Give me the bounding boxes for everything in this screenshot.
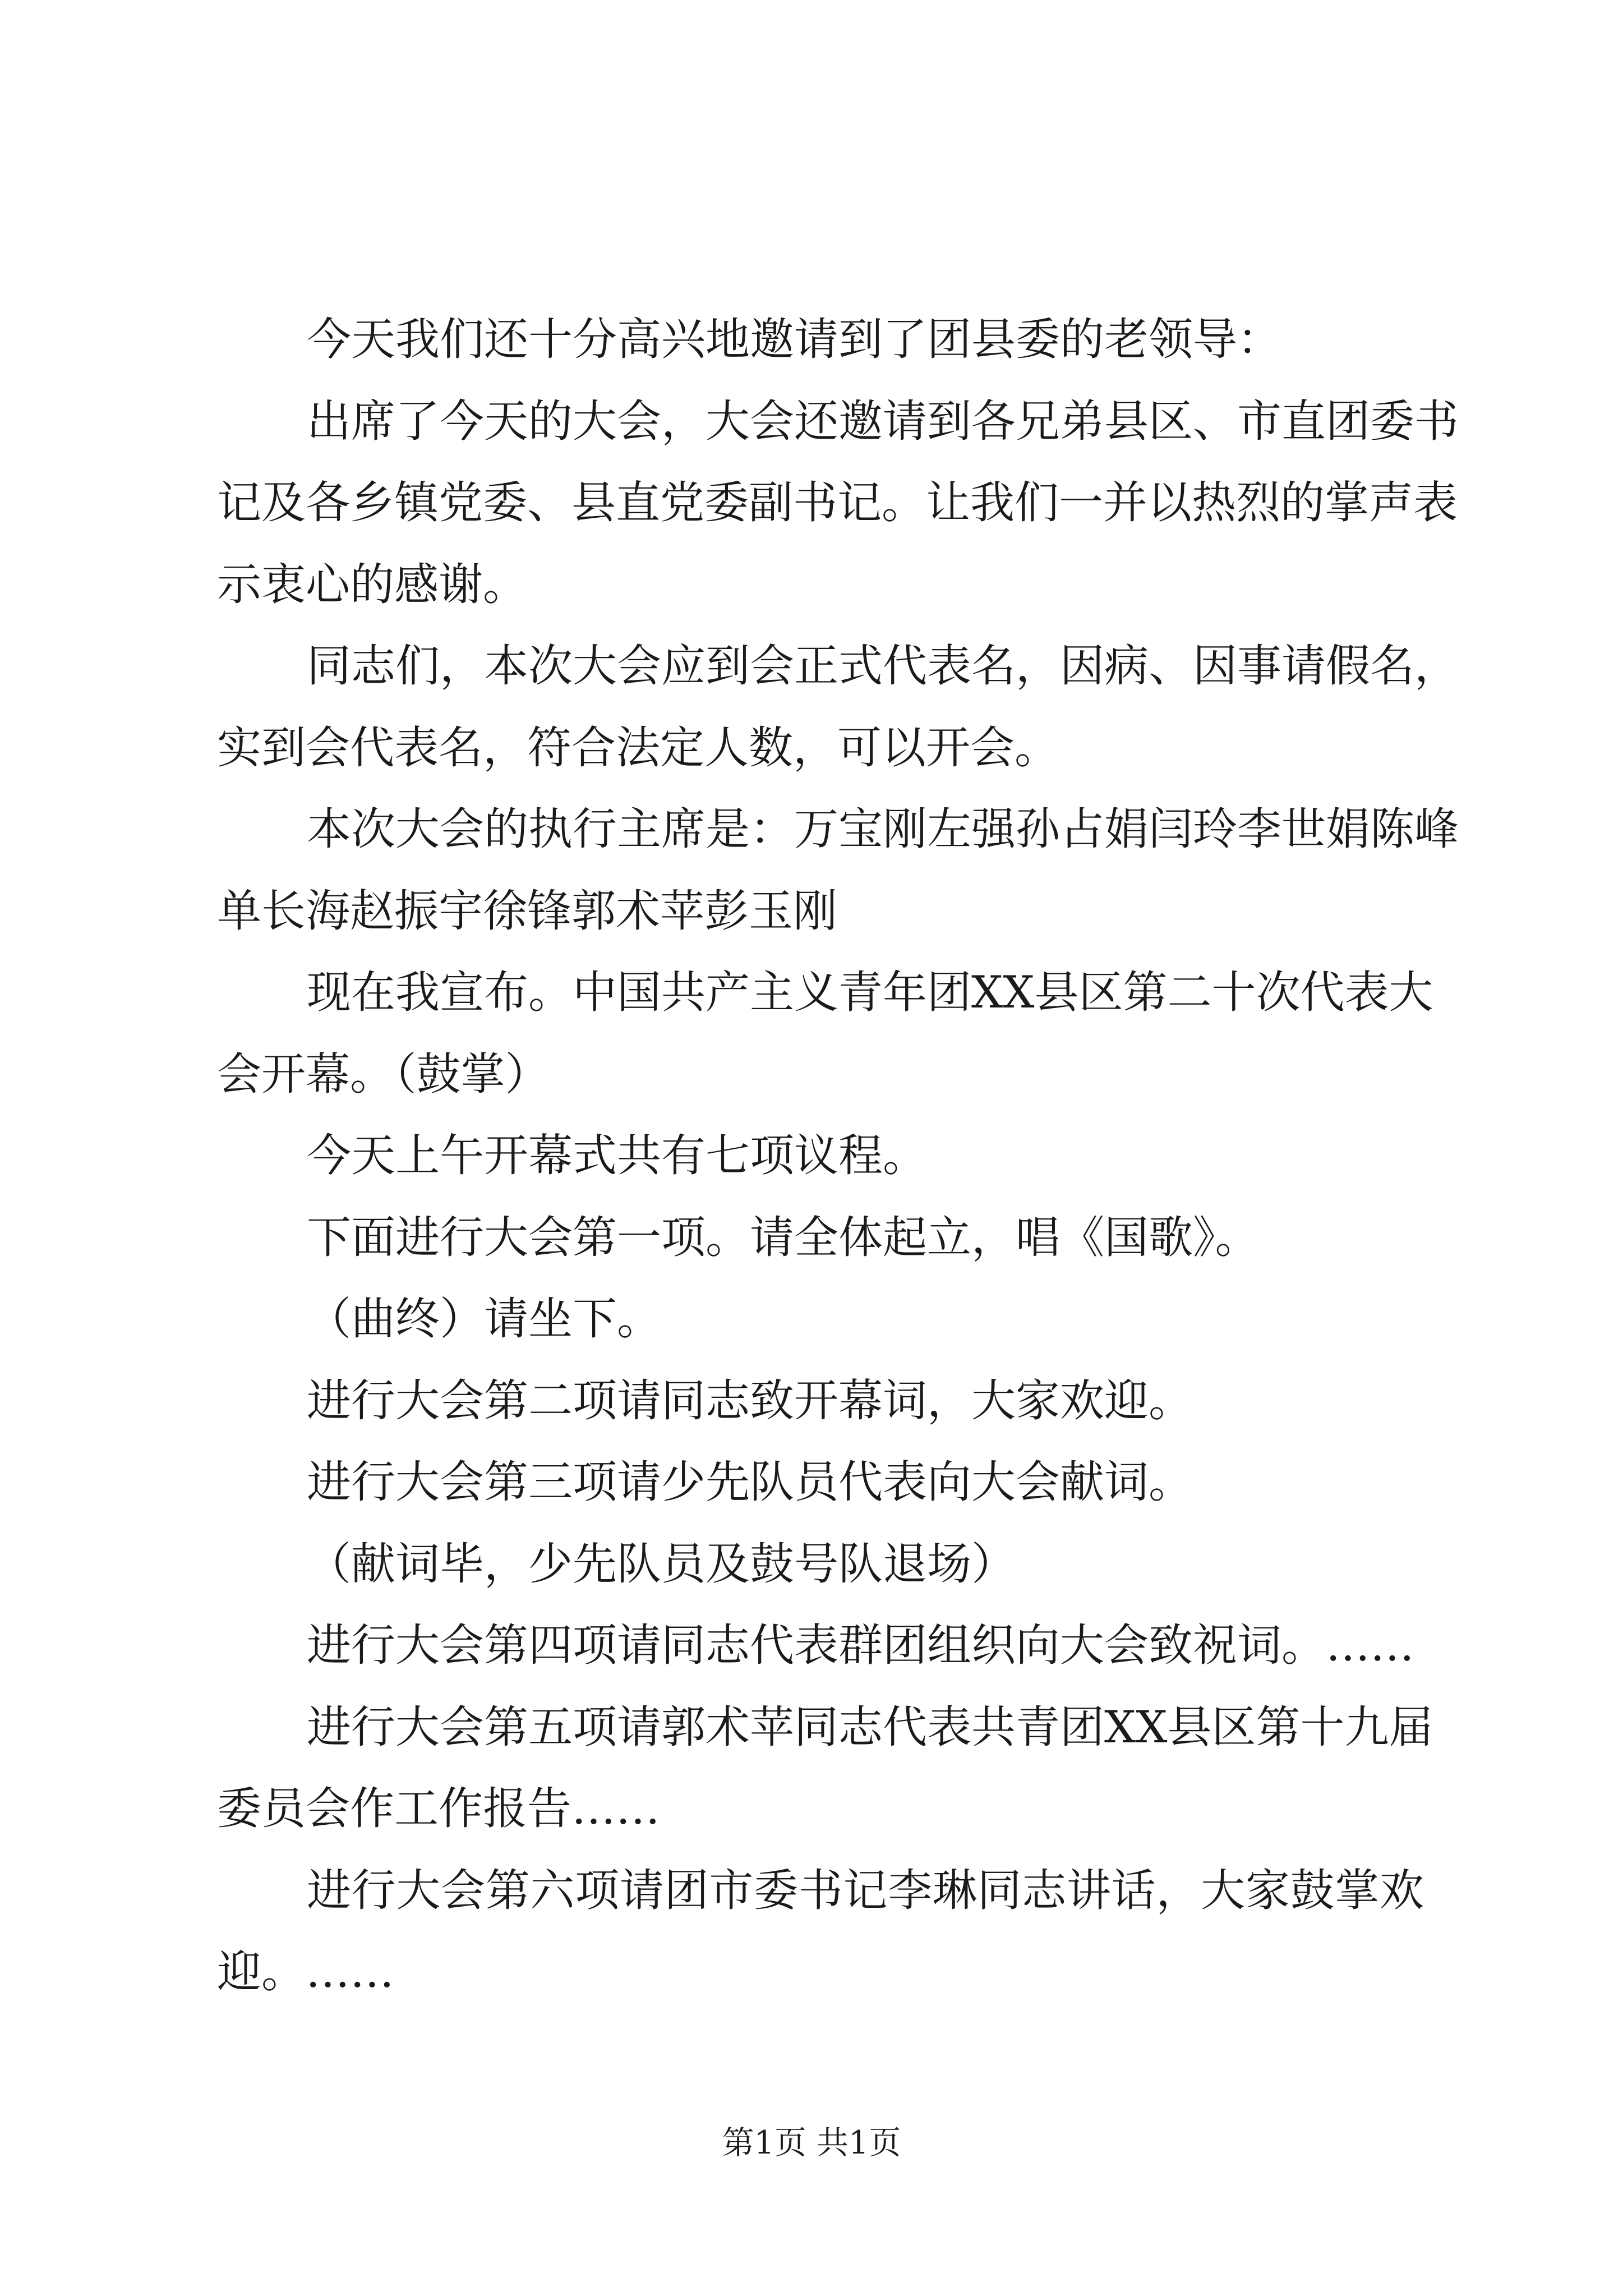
paragraph [217,1442,1424,1524]
paragraph [217,1115,1424,1197]
paragraph [217,625,1459,789]
paragraph-line: 现在我宣布。中国共产主义青年团XX县区第二十次代表大 [307,967,1433,1018]
paragraph-line: （献词毕，少先队员及鼓号队退场） [307,1538,1016,1590]
page-number-footer: 第1页 共1页 [722,2124,901,2161]
paragraph-line: 会开幕。（鼓掌） [217,1048,550,1100]
paragraph [217,381,1459,626]
paragraph-line: 实到会代表名，符合法定人数，可以开会。 [217,721,1059,774]
paragraph [217,952,1433,1115]
paragraph-line: 本次大会的执行主席是：万宝刚左强孙占娟闫玲李世娟陈峰 [307,803,1459,855]
paragraph-line: 出席了今天的大会，大会还邀请到各兄弟县区、市直团委书 [307,395,1459,447]
paragraph-line: 今天上午开幕式共有七项议程。 [307,1130,927,1181]
document-body [217,299,1459,2013]
paragraph-line: 进行大会第四项请同志代表群团组织向大会致祝词。…… [307,1619,1414,1671]
paragraph-line: 今天我们还十分高兴地邀请到了团县委的老领导： [307,314,1281,365]
paragraph-line: 迎。…… [217,1946,394,1998]
paragraph-line: 进行大会第五项请郭术苹同志代表共青团XX县区第十九届 [307,1701,1433,1753]
paragraph [217,1850,1424,2013]
paragraph [217,1605,1424,1687]
paragraph [217,1197,1424,1279]
paragraph [217,1360,1424,1442]
paragraph [217,1278,1424,1360]
paragraph-line: 单长海赵振宇徐锋郭术苹彭玉刚 [217,885,837,937]
paragraph [217,789,1459,952]
paragraph [217,1524,1424,1605]
paragraph-line: 记及各乡镇党委、县直党委副书记。让我们一并以热烈的掌声表 [217,477,1458,528]
paragraph [217,1687,1433,1850]
paragraph-line: 下面进行大会第一项。请全体起立，唱《国歌》。 [307,1211,1260,1263]
paragraph-line: 进行大会第二项请同志致开幕词，大家欢迎。 [307,1374,1193,1427]
paragraph-line: 同志们，本次大会应到会正式代表名，因病、因事请假名， [307,640,1459,692]
paragraph-line: 委员会作工作报告…… [217,1783,660,1834]
paragraph-line: 进行大会第六项请团市委书记李琳同志讲话，大家鼓掌欢 [307,1864,1424,1916]
paragraph-line: 进行大会第三项请少先队员代表向大会献词。 [307,1456,1193,1508]
paragraph [217,299,1424,381]
paragraph-line: （曲终）请坐下。 [307,1293,661,1345]
paragraph-line: 示衷心的感谢。 [217,558,527,610]
